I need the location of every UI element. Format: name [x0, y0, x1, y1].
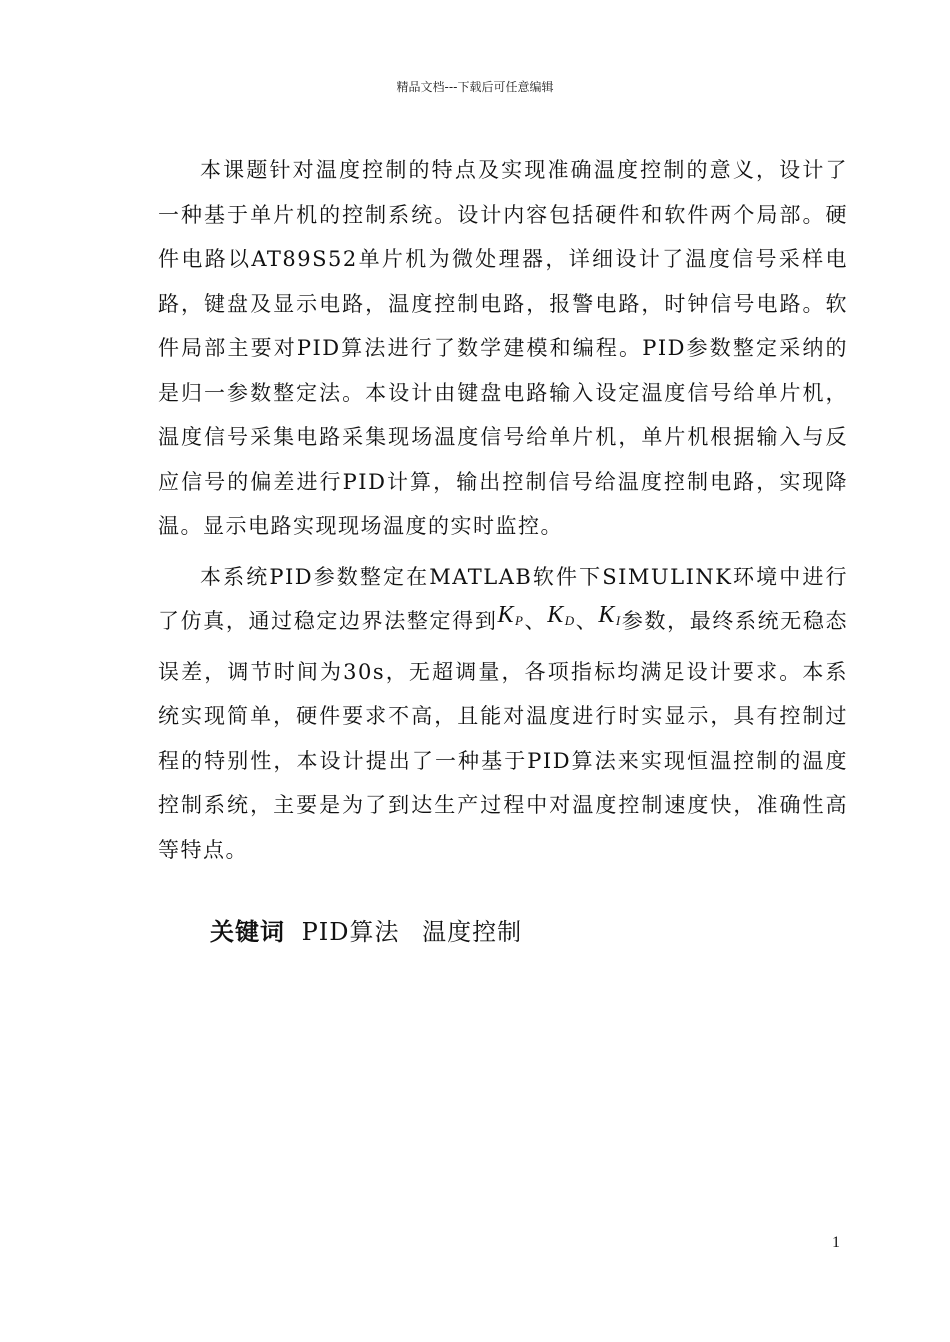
- keyword-item: 温度控制: [422, 918, 523, 946]
- page-header: 精品文档---下载后可任意编辑: [396, 80, 554, 94]
- separator-1: 、: [524, 609, 548, 633]
- ki-symbol: $K_I$: [598, 602, 622, 628]
- abstract-paragraph-2-part-2: 参数，最终系统无稳态误差，调节时间为30s，无超调量，各项指标均满足设计要求。本系统实现简单，硬件要求不高，且能对温度进行时实显示，具有控制过程的特别性，本设计提出了一种基于PID算法来实现恒温控制的温度控制系统，主要是为了到达生产过程中对温度控制速度快，准确性高等特点。: [158, 609, 849, 862]
- keywords-line: [158, 912, 848, 947]
- page-number: 1: [832, 1234, 840, 1251]
- kd-symbol: $K_D$: [547, 602, 576, 628]
- abstract-paragraph-2-part-1: 本系统PID参数整定在MATLAB软件下SIMULINK环境中进行了仿真，通过稳定边界法整定得到: [158, 564, 848, 633]
- abstract-paragraph-1: 本课题针对温度控制的特点及实现准确温度控制的意义，设计了一种基于单片机的控制系统。设计内容包括硬件和软件两个局部。硬件电路以AT89S52单片机为微处理器，详细设计了温度信号采样电路，键盘及显示电路，温度控制电路，报警电路，时钟信号电路。软件局部主要对PID算法进行了数学建模和编程。PID参数整定采纳的是归一参数整定法。本设计由键盘电路输入设定温度信号给单片机，温度信号采集电路采集现场温度信号给单片机，单片机根据输入与反应信号的偏差进行PID计算，输出控制信号给温度控制电路，实现降温。显示电路实现现场温度的实时监控。: [158, 158, 848, 538]
- abstract-paragraph-2: [158, 555, 848, 873]
- separator-2: 、: [575, 609, 599, 633]
- kp-symbol: $K_P$: [497, 602, 525, 628]
- keyword-item: PID算法: [301, 918, 400, 946]
- keywords-label: 关键词: [210, 918, 285, 946]
- abstract-section: [158, 148, 848, 947]
